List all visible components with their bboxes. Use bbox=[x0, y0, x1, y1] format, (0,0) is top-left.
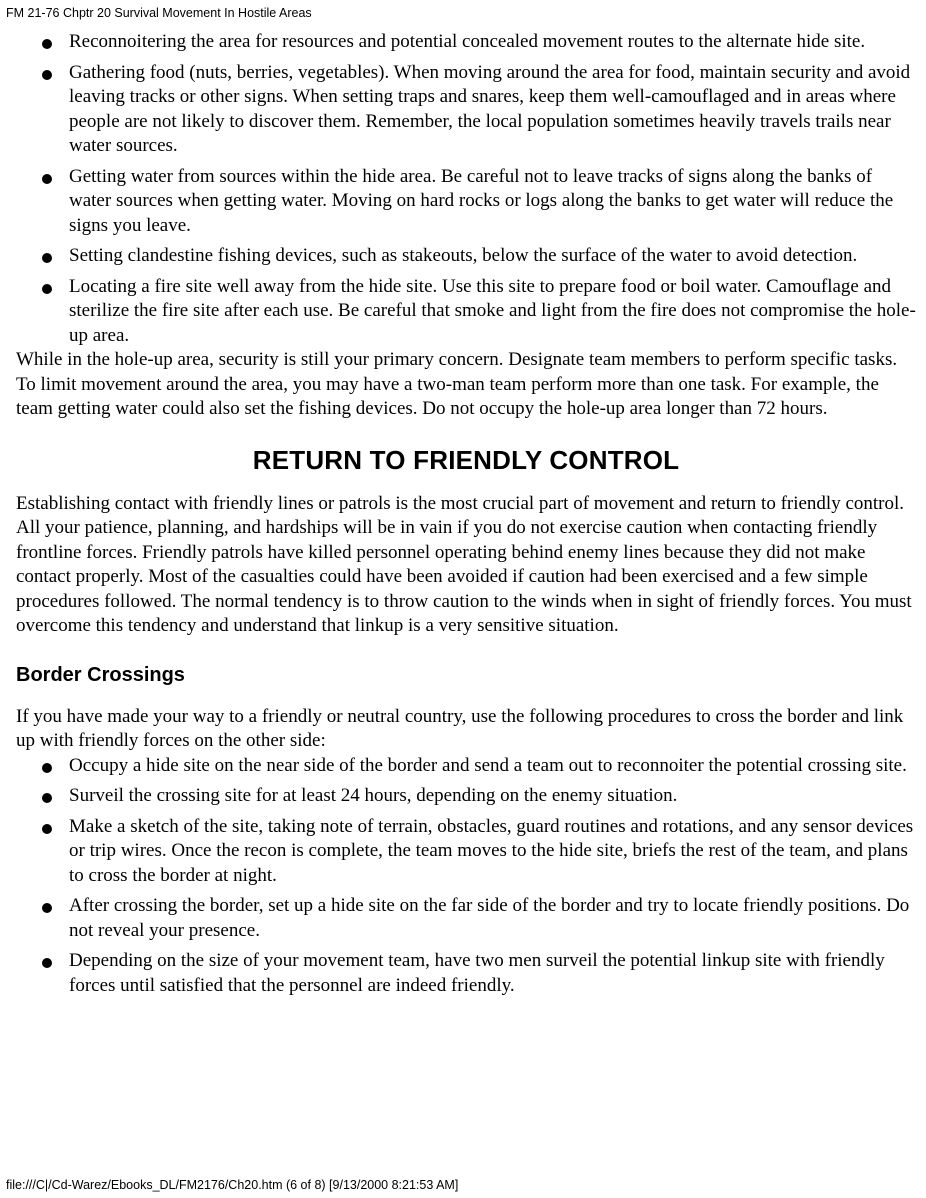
list-item bbox=[16, 894, 916, 943]
bullet-icon bbox=[42, 70, 52, 80]
list-item-text: Setting clandestine fishing devices, such as stakeouts, below the surface of the water to avoid detection. bbox=[69, 245, 858, 266]
document-body bbox=[16, 30, 916, 998]
hide-site-tasks-list bbox=[16, 30, 916, 348]
sub-heading: Border Crossings bbox=[16, 663, 185, 686]
return-paragraph: Establishing contact with friendly lines or patrols is the most crucial part of movement and return to friendly control. All your patience, planning, and hardships will be in vain if you do not exercise caution when contacting friendly frontline forces. Friendly patrols have killed personnel operating behind enemy lines because they did not make contact properly. Most of the casualties could have been avoided if caution had been exercised and a few simple procedures followed. The normal tendency is to throw caution to the winds when in sight of friendly forces. You must overcome this tendency and understand that linkup is a very sensitive situation. bbox=[16, 492, 912, 636]
list-item-text: Occupy a hide site on the near side of the border and send a team out to reconnoiter the potential crossing site. bbox=[69, 754, 907, 776]
section-heading: RETURN TO FRIENDLY CONTROL bbox=[252, 444, 680, 475]
list-item-text: Reconnoitering the area for resources and potential concealed movement routes to the alternate hide site. bbox=[69, 31, 866, 52]
bullet-icon bbox=[42, 284, 52, 294]
border-procedures-list bbox=[16, 754, 916, 999]
list-item bbox=[16, 815, 916, 889]
bullet-icon bbox=[42, 763, 52, 773]
bullet-icon bbox=[42, 253, 52, 263]
page-footer: file:///C|/Cd-Warez/Ebooks_DL/FM2176/Ch20.htm (6 of 8) [9/13/2000 8:21:53 AM] bbox=[6, 1178, 459, 1192]
list-item-text: After crossing the border, set up a hide site on the far side of the border and try to locate friendly positions. Do not reveal your presence. bbox=[69, 895, 910, 941]
list-item bbox=[16, 165, 916, 239]
list-item-text: Gathering food (nuts, berries, vegetables). When moving around the area for food, maintain security and avoid leaving tracks or other signs. When setting traps and snares, keep them well-camouflaged and in areas where people are not likely to discover them. Remember, the local population sometimes heavily travels trails near water sources. bbox=[69, 61, 911, 156]
list-item bbox=[16, 244, 916, 269]
list-item bbox=[16, 275, 916, 349]
list-item-text: Make a sketch of the site, taking note of terrain, obstacles, guard routines and rotations, and any sensor devices or trip wires. Once the recon is complete, the team moves to the hide site, briefs the rest of the team, and plans to cross the border at night. bbox=[69, 815, 914, 886]
list-item-text: Getting water from sources within the hide area. Be careful not to leave tracks of signs along the banks of water sources when getting water. Moving on hard rocks or logs along the banks to get water will reduce the signs you leave. bbox=[69, 165, 894, 236]
bullet-icon bbox=[42, 824, 52, 834]
border-paragraph: If you have made your way to a friendly or neutral country, use the following procedures to cross the border and link up with friendly forces on the other side: bbox=[16, 705, 904, 751]
bullet-icon bbox=[42, 958, 52, 968]
list-item bbox=[16, 949, 916, 998]
bullet-icon bbox=[42, 174, 52, 184]
list-item-text: Depending on the size of your movement team, have two men surveil the potential linkup site with friendly forces until satisfied that the personnel are indeed friendly. bbox=[69, 950, 885, 996]
bullet-icon bbox=[42, 793, 52, 803]
list-item bbox=[16, 754, 916, 779]
list-item bbox=[16, 30, 916, 55]
bullet-icon bbox=[42, 39, 52, 49]
bullet-icon bbox=[42, 903, 52, 913]
hole-up-paragraph: While in the hole-up area, security is still your primary concern. Designate team members to perform specific tasks. To limit movement around the area, you may have a two-man team perform more than one task. For example, the team getting water could also set the fishing devices. Do not occupy the hole-up area longer than 72 hours. bbox=[16, 349, 898, 419]
list-item-text: Locating a fire site well away from the hide site. Use this site to prepare food or boil water. Camouflage and sterilize the fire site after each use. Be careful that smoke and light from the fire does not compromise the hole-up area. bbox=[69, 275, 916, 346]
list-item bbox=[16, 784, 916, 809]
page-header: FM 21-76 Chptr 20 Survival Movement In Hostile Areas bbox=[6, 6, 312, 20]
list-item bbox=[16, 61, 916, 159]
list-item-text: Surveil the crossing site for at least 24 hours, depending on the enemy situation. bbox=[69, 785, 678, 806]
